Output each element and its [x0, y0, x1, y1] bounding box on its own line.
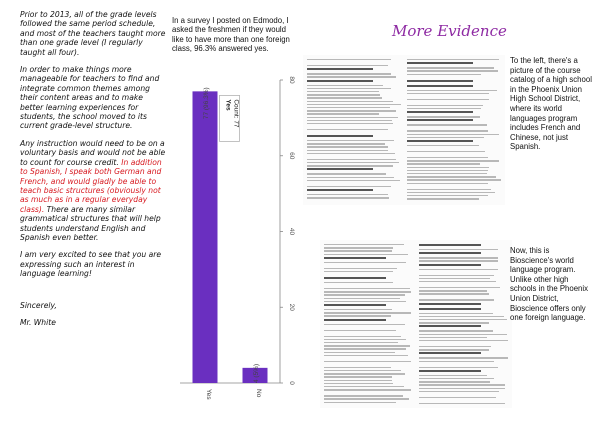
teacher-letter [20, 10, 168, 335]
catalog-text-line [307, 143, 385, 144]
catalog-course-heading-line [419, 303, 481, 305]
survey-description: In a survey I posted on Edmodo, I asked the freshmen if they would like to have more than one foreign class, 96.3% answered yes. [172, 16, 290, 54]
catalog-text-line [307, 162, 399, 163]
catalog-text-line [419, 397, 496, 398]
catalog-text-line [419, 349, 489, 350]
catalog-text-line [307, 76, 396, 77]
letter-paragraph-excited: I am very excited to see that you are expressing such an interest in language learning! [20, 250, 162, 279]
catalog-text-line [324, 330, 396, 331]
catalog-text-line [324, 315, 391, 316]
catalog-text-line [307, 120, 392, 121]
catalog-text-line [419, 346, 491, 347]
catalog-text-line [407, 105, 483, 106]
catalog-text-line [407, 192, 495, 193]
catalog-text-line [324, 376, 392, 377]
catalog-text-line [407, 67, 494, 68]
catalog-text-line [419, 313, 493, 314]
catalog-text-line [407, 157, 488, 158]
catalog-text-line [324, 288, 410, 289]
catalog-text-line [307, 173, 386, 174]
catalog-course-heading-line [307, 68, 373, 70]
catalog-text-line [419, 281, 496, 282]
catalog-text-line [324, 294, 405, 295]
catalog-course-heading-line [324, 257, 386, 259]
catalog-text-line [307, 180, 400, 181]
catalog-text-line [419, 367, 498, 368]
catalog-course-heading-line [407, 140, 473, 142]
catalog-text-line [307, 65, 388, 66]
catalog-text-line [419, 340, 508, 341]
catalog-text-line [307, 88, 391, 89]
catalog-course-heading-line [419, 370, 481, 372]
letter-languages-text: In addition to Spanish, I speak both German and French, and would gladly be able to teach basic structures (obviously not as much as in a regular everyday class). [20, 157, 162, 214]
catalog-text-line [307, 97, 382, 98]
catalog-text-line [307, 85, 383, 86]
catalog-course-heading-line [419, 252, 481, 254]
catalog-text-line [324, 324, 405, 325]
letter-signature: Mr. White [20, 317, 56, 327]
catalog-text-line [324, 380, 392, 381]
catalog-text-line [419, 287, 500, 288]
evidence-caption-bioscience: Now, this is Bioscience's world language program. Unlike other high schools in the Phoenix Union District, Bioscience offers only one foreign language. [510, 246, 589, 323]
catalog-text-line [324, 383, 393, 384]
catalog-text-line [407, 70, 498, 71]
catalog-text-line [407, 90, 497, 91]
catalog-text-line [324, 373, 405, 374]
catalog-text-line [307, 146, 388, 147]
catalog-text-line [419, 330, 493, 331]
catalog-text-line [307, 165, 393, 166]
catalog-course-heading-line [419, 264, 481, 266]
catalog-text-line [307, 197, 389, 198]
more-evidence-heading: More Evidence [392, 22, 507, 40]
catalog-text-line [324, 309, 392, 310]
catalog-text-line [407, 173, 487, 174]
catalog-text-line [324, 247, 393, 248]
catalog-text-line [419, 337, 487, 338]
survey-bar-chart [176, 68, 296, 418]
catalog-course-heading-line [419, 244, 481, 246]
catalog-text-line [407, 198, 479, 199]
catalog-text-line [307, 150, 388, 151]
tooltip-label: Count: 77 [232, 99, 240, 128]
catalog-text-line [324, 339, 406, 340]
catalog-text-line [419, 388, 505, 389]
catalog-text-line [419, 357, 508, 358]
letter-grammar-text: There are many similar grammatical structures that will help students understand English and Spanish even better. [20, 204, 161, 242]
catalog-text-line [324, 254, 408, 255]
catalog-text-line [407, 163, 480, 164]
catalog-course-heading-line [324, 304, 386, 306]
catalog-text-line [324, 250, 392, 251]
y-tick-label: 20 [288, 303, 295, 311]
catalog-text-line [307, 117, 398, 118]
catalog-text-line [407, 108, 481, 109]
y-tick-label: 0 [288, 381, 295, 385]
catalog-text-line [407, 137, 484, 138]
catalog-text-line [324, 342, 398, 343]
catalog-text-line [407, 160, 499, 161]
catalog-course-heading-line [324, 277, 386, 279]
catalog-text-line [307, 186, 391, 187]
catalog-text-line [324, 402, 396, 403]
catalog-text-line [407, 116, 480, 117]
category-label-no: No [255, 389, 262, 398]
letter-paragraph-history: Prior to 2013, all of the grade levels followed the same period schedule, and most of the teachers taught more than one grade level (I regularly taught all four). [20, 10, 166, 57]
letter-paragraph-structure: In order to make things more manageable for teachers to find and integrate common themes among their content areas and to make better learning experiences for students, the school moved to its current grade-level structure. [20, 65, 160, 131]
catalog-text-line [307, 101, 393, 102]
catalog-text-line [307, 153, 395, 154]
catalog-text-line [419, 290, 487, 291]
catalog-course-heading-line [324, 319, 386, 321]
catalog-text-line [307, 110, 396, 111]
data-label-no: 4 (5%) [253, 363, 260, 384]
catalog-text-line [324, 262, 406, 263]
catalog-text-line [407, 59, 499, 60]
catalog-text-line [419, 384, 505, 385]
letter-paragraph-instruction [20, 139, 168, 242]
catalog-text-line [324, 268, 397, 269]
catalog-text-line [407, 189, 491, 190]
catalog-text-line [407, 195, 488, 196]
catalog-text-line [407, 167, 489, 168]
catalog-text-line [407, 179, 501, 180]
catalog-course-heading-line [307, 80, 373, 82]
catalog-text-line [407, 183, 488, 184]
catalog-text-line [307, 91, 379, 92]
catalog-text-line [407, 176, 496, 177]
y-tick-label: 60 [288, 152, 295, 160]
catalog-text-line [324, 312, 411, 313]
chart-canvas [176, 68, 296, 418]
catalog-text-line [307, 113, 379, 114]
catalog-course-heading-line [407, 62, 473, 64]
catalog-text-line [419, 249, 498, 250]
catalog-text-line [307, 129, 388, 130]
catalog-text-line [419, 260, 498, 261]
catalog-text-line [324, 348, 406, 349]
catalog-text-line [307, 123, 393, 124]
y-tick-label: 40 [288, 227, 295, 236]
catalog-course-heading-line [407, 119, 473, 121]
catalog-text-line [324, 361, 411, 362]
catalog-text-line [324, 370, 401, 371]
catalog-text-line [307, 73, 391, 74]
catalog-text-line [419, 316, 504, 317]
catalog-text-line [419, 319, 507, 320]
catalog-text-line [407, 145, 479, 146]
catalog-course-heading-line [419, 308, 481, 310]
catalog-text-line [407, 134, 499, 135]
catalog-course-heading-line [307, 168, 373, 170]
catalog-text-line [307, 104, 401, 105]
catalog-text-line [419, 334, 507, 335]
catalog-text-line [307, 59, 391, 60]
catalog-course-heading-line [407, 80, 473, 82]
catalog-text-line [419, 257, 498, 258]
catalog-text-line [307, 94, 380, 95]
catalog-text-line [307, 177, 394, 178]
catalog-text-line [324, 389, 411, 390]
data-label-yes: 77 (96.3%) [203, 87, 210, 120]
catalog-text-line [407, 93, 489, 94]
catalog-text-line [407, 124, 487, 125]
catalog-text-line [419, 275, 494, 276]
catalog-text-line [324, 291, 411, 292]
catalog-text-line [419, 361, 494, 362]
catalog-text-line [307, 107, 390, 108]
catalog-text-line [419, 375, 487, 376]
catalog-text-line [324, 244, 404, 245]
catalog-course-heading-line [419, 352, 481, 354]
catalog-text-line [419, 403, 505, 404]
catalog-text-line [419, 381, 490, 382]
letter-closing: Sincerely, [20, 300, 57, 310]
catalog-text-line [324, 386, 404, 387]
catalog-text-line [419, 278, 490, 279]
catalog-text-line [324, 271, 393, 272]
catalog-course-heading-line [407, 111, 473, 113]
catalog-text-line [307, 194, 388, 195]
catalog-text-line [324, 298, 400, 299]
y-tick-label: 80 [288, 76, 295, 84]
catalog-text-line [419, 293, 489, 294]
catalog-text-line [407, 99, 489, 100]
catalog-text-line [324, 367, 391, 368]
catalog-text-line [324, 355, 408, 356]
catalog-text-line [324, 282, 393, 283]
catalog-text-line [324, 336, 401, 337]
catalog-text-line [307, 159, 396, 160]
catalog-text-line [407, 170, 488, 171]
bar-yes [193, 91, 218, 383]
catalog-text-line [324, 398, 409, 399]
catalog-text-line [324, 395, 403, 396]
catalog-text-line [419, 299, 494, 300]
course-catalog-image-phoenix-union [303, 55, 505, 205]
course-catalog-image-bioscience [320, 240, 512, 408]
catalog-text-line [407, 74, 481, 75]
catalog-text-line [307, 140, 394, 141]
catalog-text-line [419, 269, 498, 270]
catalog-course-heading-line [407, 85, 473, 87]
catalog-text-line [419, 378, 494, 379]
evidence-caption-catalog: To the left, there's a picture of the course catalog of a high school in the Phoenix Union High School District, where its world languages program includes French and Chinese, not just Spanish. [510, 56, 592, 152]
catalog-text-line [324, 345, 410, 346]
letter-instruction-text: Any instruction would need to be on a voluntary basis and would not be able to count for course credit. [20, 138, 166, 167]
catalog-course-heading-line [419, 325, 481, 327]
catalog-text-line [324, 352, 395, 353]
catalog-text-line [407, 130, 488, 131]
catalog-course-heading-line [307, 189, 373, 191]
catalog-text-line [324, 301, 406, 302]
catalog-text-line [407, 151, 485, 152]
category-label-yes: Yes [205, 389, 212, 400]
catalog-text-line [419, 391, 499, 392]
catalog-text-line [419, 322, 489, 323]
tooltip-title: Yes [224, 99, 232, 111]
catalog-course-heading-line [307, 135, 373, 137]
